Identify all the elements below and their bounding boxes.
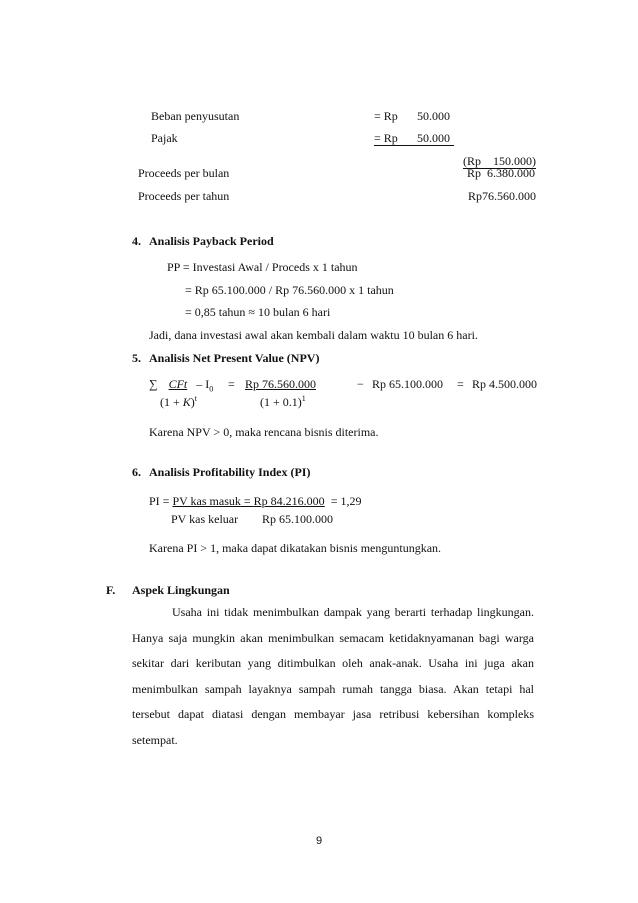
- section4-step1: = Rp 65.100.000 / Rp 76.560.000 x 1 tahun: [185, 283, 394, 297]
- section6-title: Analisis Profitability Index (PI): [149, 465, 311, 479]
- row-pajak-eq: = Rp: [374, 131, 398, 145]
- section4-number: 4.: [132, 234, 141, 248]
- pi-pv-masuk: PV kas masuk: [172, 494, 241, 508]
- sectionF-paragraph: Usaha ini tidak menimbulkan dampak yang berarti terhadap lingkungan. Hanya saja mungkin akan menimbulkan semacam ketidaknyamanan bagi warga sekitar dari keributan yang ditimbulkan oleh anak-anak. Usaha ini juga akan menimbulkan sampah layaknya sampah rumah tangga biasa. Akan tetapi hal tersebut dapat diatasi dengan membayar jasa retribusi kebersihan kompleks setempat.: [132, 605, 534, 747]
- pi-value-masuk: Rp 84.216.000: [253, 494, 325, 508]
- sectionF-title: Aspek Lingkungan: [132, 583, 230, 597]
- pi-formula-line: PI = PV kas masuk = Rp 84.216.000 = 1,29: [149, 494, 362, 508]
- npv-denominator-value: $(1 + 0.1)^1$: [260, 394, 306, 409]
- npv-formula-line: [149, 377, 214, 394]
- proceeds-bulan-label: Proceeds per bulan: [138, 166, 230, 180]
- subtotal: (Rp 150.000): [463, 154, 536, 168]
- npv-minus: −: [357, 377, 364, 391]
- npv-investment: Rp 65.100.000: [372, 377, 444, 391]
- npv-eq2: =: [457, 377, 464, 391]
- npv-result: Rp 4.500.000: [472, 377, 538, 391]
- pi-result: = 1,29: [330, 494, 362, 508]
- proceeds-tahun-label: Proceeds per tahun: [138, 189, 230, 203]
- row-pajak-value: 50.000: [417, 131, 450, 145]
- npv-numerator: Rp 76.560.000: [245, 377, 317, 391]
- row-pajak-label: Pajak: [151, 131, 178, 145]
- row-beban-eq: = Rp: [374, 109, 398, 123]
- npv-eq1: =: [228, 377, 235, 391]
- section4-step2: = 0,85 tahun ≈ 10 bulan 6 hari: [185, 305, 331, 319]
- npv-minus-i0: – $I_0$: [196, 377, 214, 394]
- section4-title: Analisis Payback Period: [149, 234, 274, 248]
- section4-formula: PP = Investasi Awal / Proceds x 1 tahun: [167, 260, 358, 274]
- sectionF-letter: F.: [106, 583, 116, 597]
- sigma-symbol: ∑: [149, 377, 158, 391]
- section5-number: 5.: [132, 351, 141, 365]
- pi-value-keluar: Rp 65.100.000: [262, 512, 334, 526]
- page-number: 9: [316, 835, 323, 847]
- proceeds-tahun-value: Rp76.560.000: [468, 189, 537, 203]
- npv-denominator-left: $(1 + K)^t$: [160, 394, 198, 409]
- row-beban-value: 50.000: [417, 109, 450, 123]
- section6-number: 6.: [132, 465, 141, 479]
- section6-conclusion: Karena PI > 1, maka dapat dikatakan bisnis menguntungkan.: [149, 541, 442, 555]
- section4-conclusion: Jadi, dana investasi awal akan kembali dalam waktu 10 bulan 6 hari.: [149, 328, 478, 342]
- row-beban-label: Beban penyusutan: [151, 109, 240, 123]
- row-pajak-eq-value: [374, 132, 454, 146]
- proceeds-bulan-value: Rp 6.380.000: [467, 166, 536, 180]
- pi-pv-keluar: PV kas keluar: [171, 512, 239, 526]
- section5-title: Analisis Net Present Value (NPV): [149, 351, 320, 365]
- npv-cft: CFt: [168, 377, 188, 391]
- section5-conclusion: Karena NPV > 0, maka rencana bisnis diterima.: [149, 425, 379, 439]
